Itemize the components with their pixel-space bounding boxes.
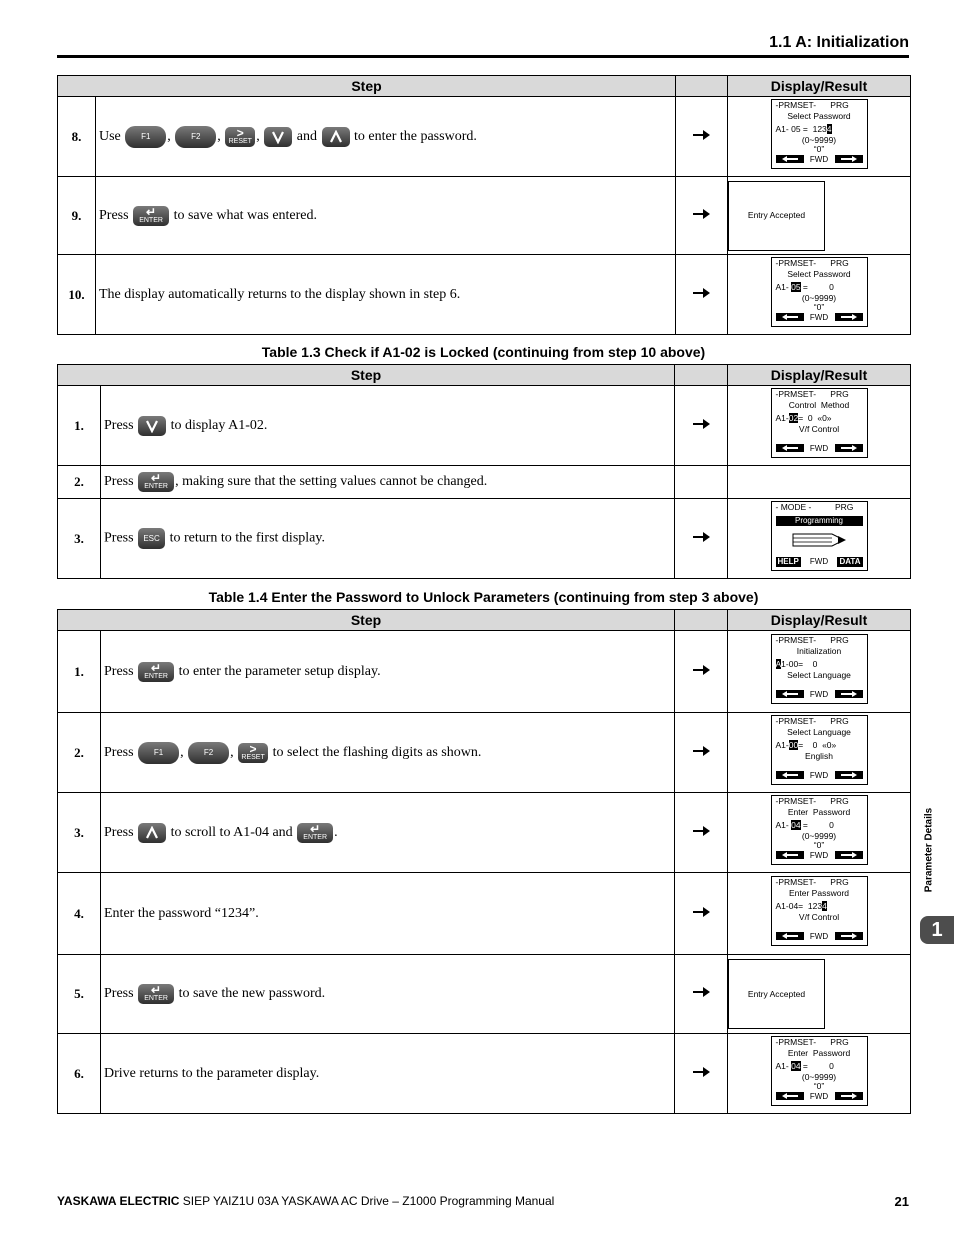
step-number: 8.: [58, 97, 96, 177]
right-arrow-icon: [835, 313, 863, 321]
step-text: Press ↵ ENTER , making sure that the setting values cannot be changed.: [101, 466, 675, 499]
step-header: Step: [58, 365, 675, 386]
down-arrow-key-icon: [264, 127, 292, 147]
display-header: Display/Result: [728, 610, 911, 631]
step-text: Drive returns to the parameter display.: [101, 1034, 675, 1114]
step-text: Enter the password “1234”.: [101, 873, 675, 955]
step-text: Press ↵ ENTER to enter the parameter setup display.: [101, 631, 675, 713]
step-text: Press ↵ ENTER to save what was entered.: [96, 177, 676, 255]
display-result: [728, 255, 911, 335]
up-arrow-key-icon: [322, 127, 350, 147]
enter-key-icon: ↵ ENTER: [297, 823, 333, 843]
arrow-header: [676, 76, 728, 97]
step-text: Press ESC to return to the first display.: [101, 499, 675, 579]
lcd-display: -PRMSET- PRG Select Language A1-00= 0 «0» English FWD: [771, 715, 868, 785]
table-row: [58, 631, 911, 713]
esc-key-icon: ESC: [138, 528, 165, 549]
right-arrow-icon: [675, 793, 728, 873]
right-arrow-icon: [675, 1034, 728, 1114]
step-header: Step: [58, 610, 675, 631]
right-arrow-icon: [676, 177, 728, 255]
table-row: [58, 873, 911, 955]
display-header: Display/Result: [728, 76, 911, 97]
right-arrow-icon: [675, 955, 728, 1034]
step-number: 1.: [58, 631, 101, 713]
enter-key-icon: ↵ ENTER: [138, 472, 174, 492]
f1-key-icon: F1: [138, 742, 179, 764]
step-number: 1.: [58, 386, 101, 466]
display-result: [728, 955, 911, 1034]
lcd-display: - MODE - PRG Programming HELP FWD DATA: [771, 501, 868, 571]
steps-table-continued: [57, 75, 911, 335]
step-number: 2.: [58, 713, 101, 793]
lcd-display: Entry Accepted: [728, 181, 825, 251]
page-number: 21: [894, 1194, 909, 1209]
table-row: [58, 955, 911, 1034]
table-row: [58, 1034, 911, 1114]
display-result: [728, 386, 911, 466]
table-row: [58, 255, 911, 335]
footer-brand: YASKAWA ELECTRIC: [57, 1194, 180, 1208]
enter-key-icon: ↵ ENTER: [138, 984, 174, 1004]
display-result: [728, 713, 911, 793]
arrow-header: [675, 365, 728, 386]
right-arrow-icon: [675, 713, 728, 793]
right-arrow-icon: [675, 631, 728, 713]
table-row: [58, 177, 911, 255]
section-sidebar-label: Parameter Details: [923, 807, 935, 893]
display-result: [728, 793, 911, 873]
right-arrow-icon: [676, 97, 728, 177]
right-arrow-icon: [835, 932, 863, 940]
display-result: [728, 631, 911, 713]
right-arrow-icon: [675, 873, 728, 955]
arrow-cell: [675, 466, 728, 499]
step-header: Step: [58, 76, 676, 97]
step-number: 9.: [58, 177, 96, 255]
display-result: [728, 177, 911, 255]
step-number: 3.: [58, 793, 101, 873]
check-locked-table: [57, 364, 911, 579]
display-result: [728, 499, 911, 579]
step-number: 3.: [58, 499, 101, 579]
table-row: [58, 499, 911, 579]
table-row: [58, 793, 911, 873]
table-row: [58, 97, 911, 177]
reset-key-icon: > RESET: [225, 127, 255, 147]
right-arrow-icon: [835, 444, 863, 452]
table-caption: Table 1.4 Enter the Password to Unlock Parameters (continuing from step 3 above): [208, 589, 759, 605]
up-arrow-key-icon: [138, 823, 166, 843]
page-title: 1.1 A: Initialization: [769, 34, 909, 51]
lcd-display: -PRMSET- PRG Enter Password A1- 04 = 0 (0~9999) “0” FWD: [771, 1036, 868, 1106]
step-number: 4.: [58, 873, 101, 955]
display-result: [728, 97, 911, 177]
right-arrow-icon: [835, 771, 863, 779]
reset-key-icon: > RESET: [238, 743, 268, 763]
right-arrow-icon: [675, 386, 728, 466]
step-number: 5.: [58, 955, 101, 1034]
step-text: Use F1 , F2 , > RESET , and to enter the password.: [96, 97, 676, 177]
lcd-display: -PRMSET- PRG Initialization A1-00= 0 Select Language FWD: [771, 634, 868, 704]
pencil-icon: [792, 530, 848, 550]
display-result: [728, 1034, 911, 1114]
right-arrow-icon: [835, 1092, 863, 1100]
step-number: 2.: [58, 466, 101, 499]
f2-key-icon: F2: [188, 742, 229, 764]
f1-key-icon: F1: [125, 126, 166, 148]
footer: [57, 1194, 554, 1208]
step-number: 6.: [58, 1034, 101, 1114]
step-text: Press ↵ ENTER to save the new password.: [101, 955, 675, 1034]
lcd-display: -PRMSET- PRG Enter Password A1-04= 1234 V/f Control FWD: [771, 876, 868, 946]
footer-doc: SIEP YAIZ1U 03A YASKAWA AC Drive – Z1000 Programming Manual: [179, 1194, 555, 1208]
lcd-display: -PRMSET- PRG Select Password A1- 05 = 1234 (0~9999) “0” FWD: [771, 99, 868, 169]
enter-key-icon: ↵ ENTER: [133, 206, 169, 226]
step-text: Press F1 , F2 , > RESET to select the flashing digits as shown.: [101, 713, 675, 793]
table-row: [58, 466, 911, 499]
step-text: The display automatically returns to the display shown in step 6.: [96, 255, 676, 335]
header-rule: [57, 55, 909, 58]
right-arrow-icon: [835, 155, 863, 163]
right-arrow-icon: [676, 255, 728, 335]
enter-key-icon: ↵ ENTER: [138, 662, 174, 682]
lcd-display: Entry Accepted: [728, 959, 825, 1029]
table-row: [58, 713, 911, 793]
table-row: [58, 386, 911, 466]
lcd-display: -PRMSET- PRG Control Method A1-02= 0 «0» V/f Control FWD: [771, 388, 868, 458]
step-text: Press to display A1-02.: [101, 386, 675, 466]
unlock-password-table: [57, 609, 911, 1114]
table-caption: Table 1.3 Check if A1-02 is Locked (continuing from step 10 above): [261, 344, 706, 360]
down-arrow-key-icon: [138, 416, 166, 436]
right-arrow-icon: [835, 690, 863, 698]
lcd-display: -PRMSET- PRG Enter Password A1- 04 = 0 (0~9999) “0” FWD: [771, 795, 868, 865]
f2-key-icon: F2: [175, 126, 216, 148]
right-arrow-icon: [675, 499, 728, 579]
right-arrow-icon: [835, 851, 863, 859]
lcd-display: -PRMSET- PRG Select Password A1- 05 = 0 (0~9999) “0” FWD: [771, 257, 868, 327]
display-header: Display/Result: [728, 365, 911, 386]
display-result: [728, 466, 911, 499]
chapter-tab: 1: [920, 916, 954, 944]
display-result: [728, 873, 911, 955]
step-text: Press to scroll to A1-04 and ↵ ENTER .: [101, 793, 675, 873]
arrow-header: [675, 610, 728, 631]
step-number: 10.: [58, 255, 96, 335]
